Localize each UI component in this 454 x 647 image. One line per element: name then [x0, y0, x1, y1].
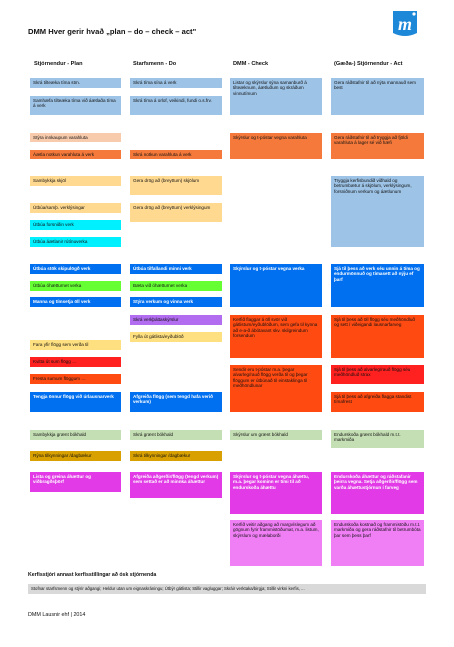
check-task-box: Skýrslur og t-póstar vegna verka — [230, 264, 322, 307]
plan-task-box: Kvitta út sum flögg … — [30, 357, 121, 367]
act-task-box: Sjá til þess að öll flögg séu meðhöndluð og sett í viðeigandi lausnarfarveg — [331, 315, 424, 358]
plan-task-box: Manna og tímsetja öll verk — [30, 297, 121, 307]
act-task-box: Tryggja kerfisbundið viðhald og betrumbætur á skjölum, verklýsingum, forsniðnum verkum og áætlunum — [331, 176, 424, 247]
plan-task-box: Sambykkja skjöl — [30, 176, 121, 186]
plan-task-box: Samhæfa tilteæka tíma við áætlaða tíma á verk — [30, 96, 121, 115]
act-task-box: Sjá til þess að verk séu unnin á tíma og endurmönnuð og tímasett að nýju ef þarf — [331, 264, 424, 307]
column-header-plan: Stjórnendur - Plan — [34, 61, 83, 67]
plan-task-box: Rýna tilkynningar /dagbækur — [30, 451, 121, 461]
svg-text:m: m — [397, 14, 413, 34]
do-task-box: Afgreiða aðgerðir/flögg (tengd verkum) sem settað er að minnka áhættur — [130, 472, 222, 498]
plan-task-box: Fresta sumum flöggum … — [30, 374, 121, 384]
check-task-box: Kerfið veitir aðgang að margvíslegum að gögnum fyrir frammistöðumat, m.a. listum, skýrslum og mælaborði — [230, 520, 322, 566]
do-task-box: Skrá grænt bókhald — [130, 430, 222, 440]
plan-task-box: Fara yfir flögg sem verða til — [30, 340, 121, 350]
column-header-check: DMM - Check — [233, 61, 269, 67]
check-task-box: Skýrslur og t-póstar vegna áhættu, m.a. þegar kominn er tími til að endurskoða áhættu — [230, 472, 322, 514]
do-task-box: Skrá tilkynningar /dagbækur — [130, 451, 222, 461]
footer: DMM Lausnir ehf | 2014 — [28, 612, 86, 618]
check-task-box: Skýrslur og t-póstar vegna varahluta — [230, 133, 322, 159]
do-task-box: Útbúa tilfallandi minni verk — [130, 264, 222, 274]
act-task-box: Sjá til þess að alvarleg/rauð flögg séu meðhöndluð strax — [331, 365, 424, 384]
column-header-act: (Gæða-) Stjórnendur - Act — [334, 61, 403, 67]
plan-task-box: Útbúa/samþ. verklýsingar — [30, 203, 121, 213]
do-task-box: Skrá verkþáttaskýrslur — [130, 315, 222, 325]
do-task-box: Fylla út gátlista/eyðublöð — [130, 332, 222, 342]
act-task-box: Endurskoða áhættur og ráðstafanir þeirra vegna. Setja aðgerðir/flögg sem varða áhættustjórnun í farveg — [331, 472, 424, 514]
act-task-box: Gera ráðstafnir til að tryggja að fjöldi varahluta á lager sé við hæfi — [331, 133, 424, 159]
do-task-box: Afgreiða flögg (sem tengd hafa verið verkum) — [130, 392, 222, 412]
do-task-box: Gera drög að (breyttum) skjölum — [130, 176, 222, 195]
plan-task-box: Sambykkja grænt bókhald — [30, 430, 121, 440]
do-task-box: Skrá notkun varahluta á verk — [130, 150, 222, 159]
act-task-box: Sjá til þess að afgreiða flagga standist tímafrest — [331, 392, 424, 412]
plan-task-box: Útbúa forsniðin verk — [30, 220, 121, 230]
check-task-box: Skýrslur um grænt bókhald — [230, 430, 322, 440]
act-task-box: Gera ráðstafnir til að nýta mannauð sem best — [331, 78, 424, 115]
plan-task-box: Stýra innkaupum varahluta — [30, 133, 121, 142]
check-task-box: Kerfið flaggar á öll svör við gátlistum/eyðublöðum, sem gefa til kynna að e-a-ð ábótavant skv. skilgreindum forsendum — [230, 315, 322, 358]
plan-task-box: Lista og greina áhættur og viðbragðsþörf — [30, 472, 121, 492]
do-task-box: Gera drög að (breyttum) verklýsingum — [130, 203, 222, 222]
dmm-logo-icon — [391, 8, 419, 38]
plan-task-box: Útbúa stök skipulögð verk — [30, 264, 121, 274]
system-admin-note: Kerfisstjóri annast kerfisstillingar að ósk stjórnenda — [28, 572, 157, 578]
plan-task-box: Útbúa óhætturnet verka — [30, 281, 121, 291]
plan-task-box: Tengja önnur flögg við úrlausnarverk — [30, 392, 121, 412]
check-task-box: Sendir eru t-póstar m.a. þegar alvarleg/rauð flögg verða til og þegar flöggum er útbúnað til einstaklinga til meðhöndlunar — [230, 365, 322, 412]
do-task-box: Skrá tíma sína á verk — [130, 78, 222, 88]
column-header-do: Starfsmenn - Do — [133, 61, 177, 67]
plan-task-box: Útbúa áætlanir rútínuverka — [30, 237, 121, 247]
check-task-box: Listar og skýrslur sýna samanburð á tilteæknum, áætluðum og skráðum vinnutímum — [230, 78, 322, 115]
plan-task-box: Skrá tilteæka tíma stm. — [30, 78, 121, 88]
plan-task-box: Áætla notkun varahluta á verk — [30, 150, 121, 159]
system-admin-tasks-bar: Stofnar starfsmenn og stýrir aðgangi; Heldur utan um eignaskráningu; Útbýr gátlista; Stillir vagluggar; Skráir verktaka/birgja; Stillir virkni kerfis, ... — [28, 584, 426, 594]
do-task-box: Stýra verkum og vinna verk — [130, 297, 222, 307]
do-task-box: Skrá tíma á orlof, veikindi, fundi o.s.frv. — [130, 96, 222, 115]
act-task-box: Endurskoða kostnað og frammistöðu m.t.t. markmiða og gera ráðstafnir til betrumbóta þar sem þess þarf — [331, 520, 424, 566]
do-task-box: Bæta við óhætturnet verka — [130, 281, 222, 291]
act-task-box: Endurskoða grænt bókhald m.t.t. markmiða — [331, 430, 424, 448]
page-title: DMM Hver gerir hvað „plan – do – check – act" — [28, 27, 197, 36]
